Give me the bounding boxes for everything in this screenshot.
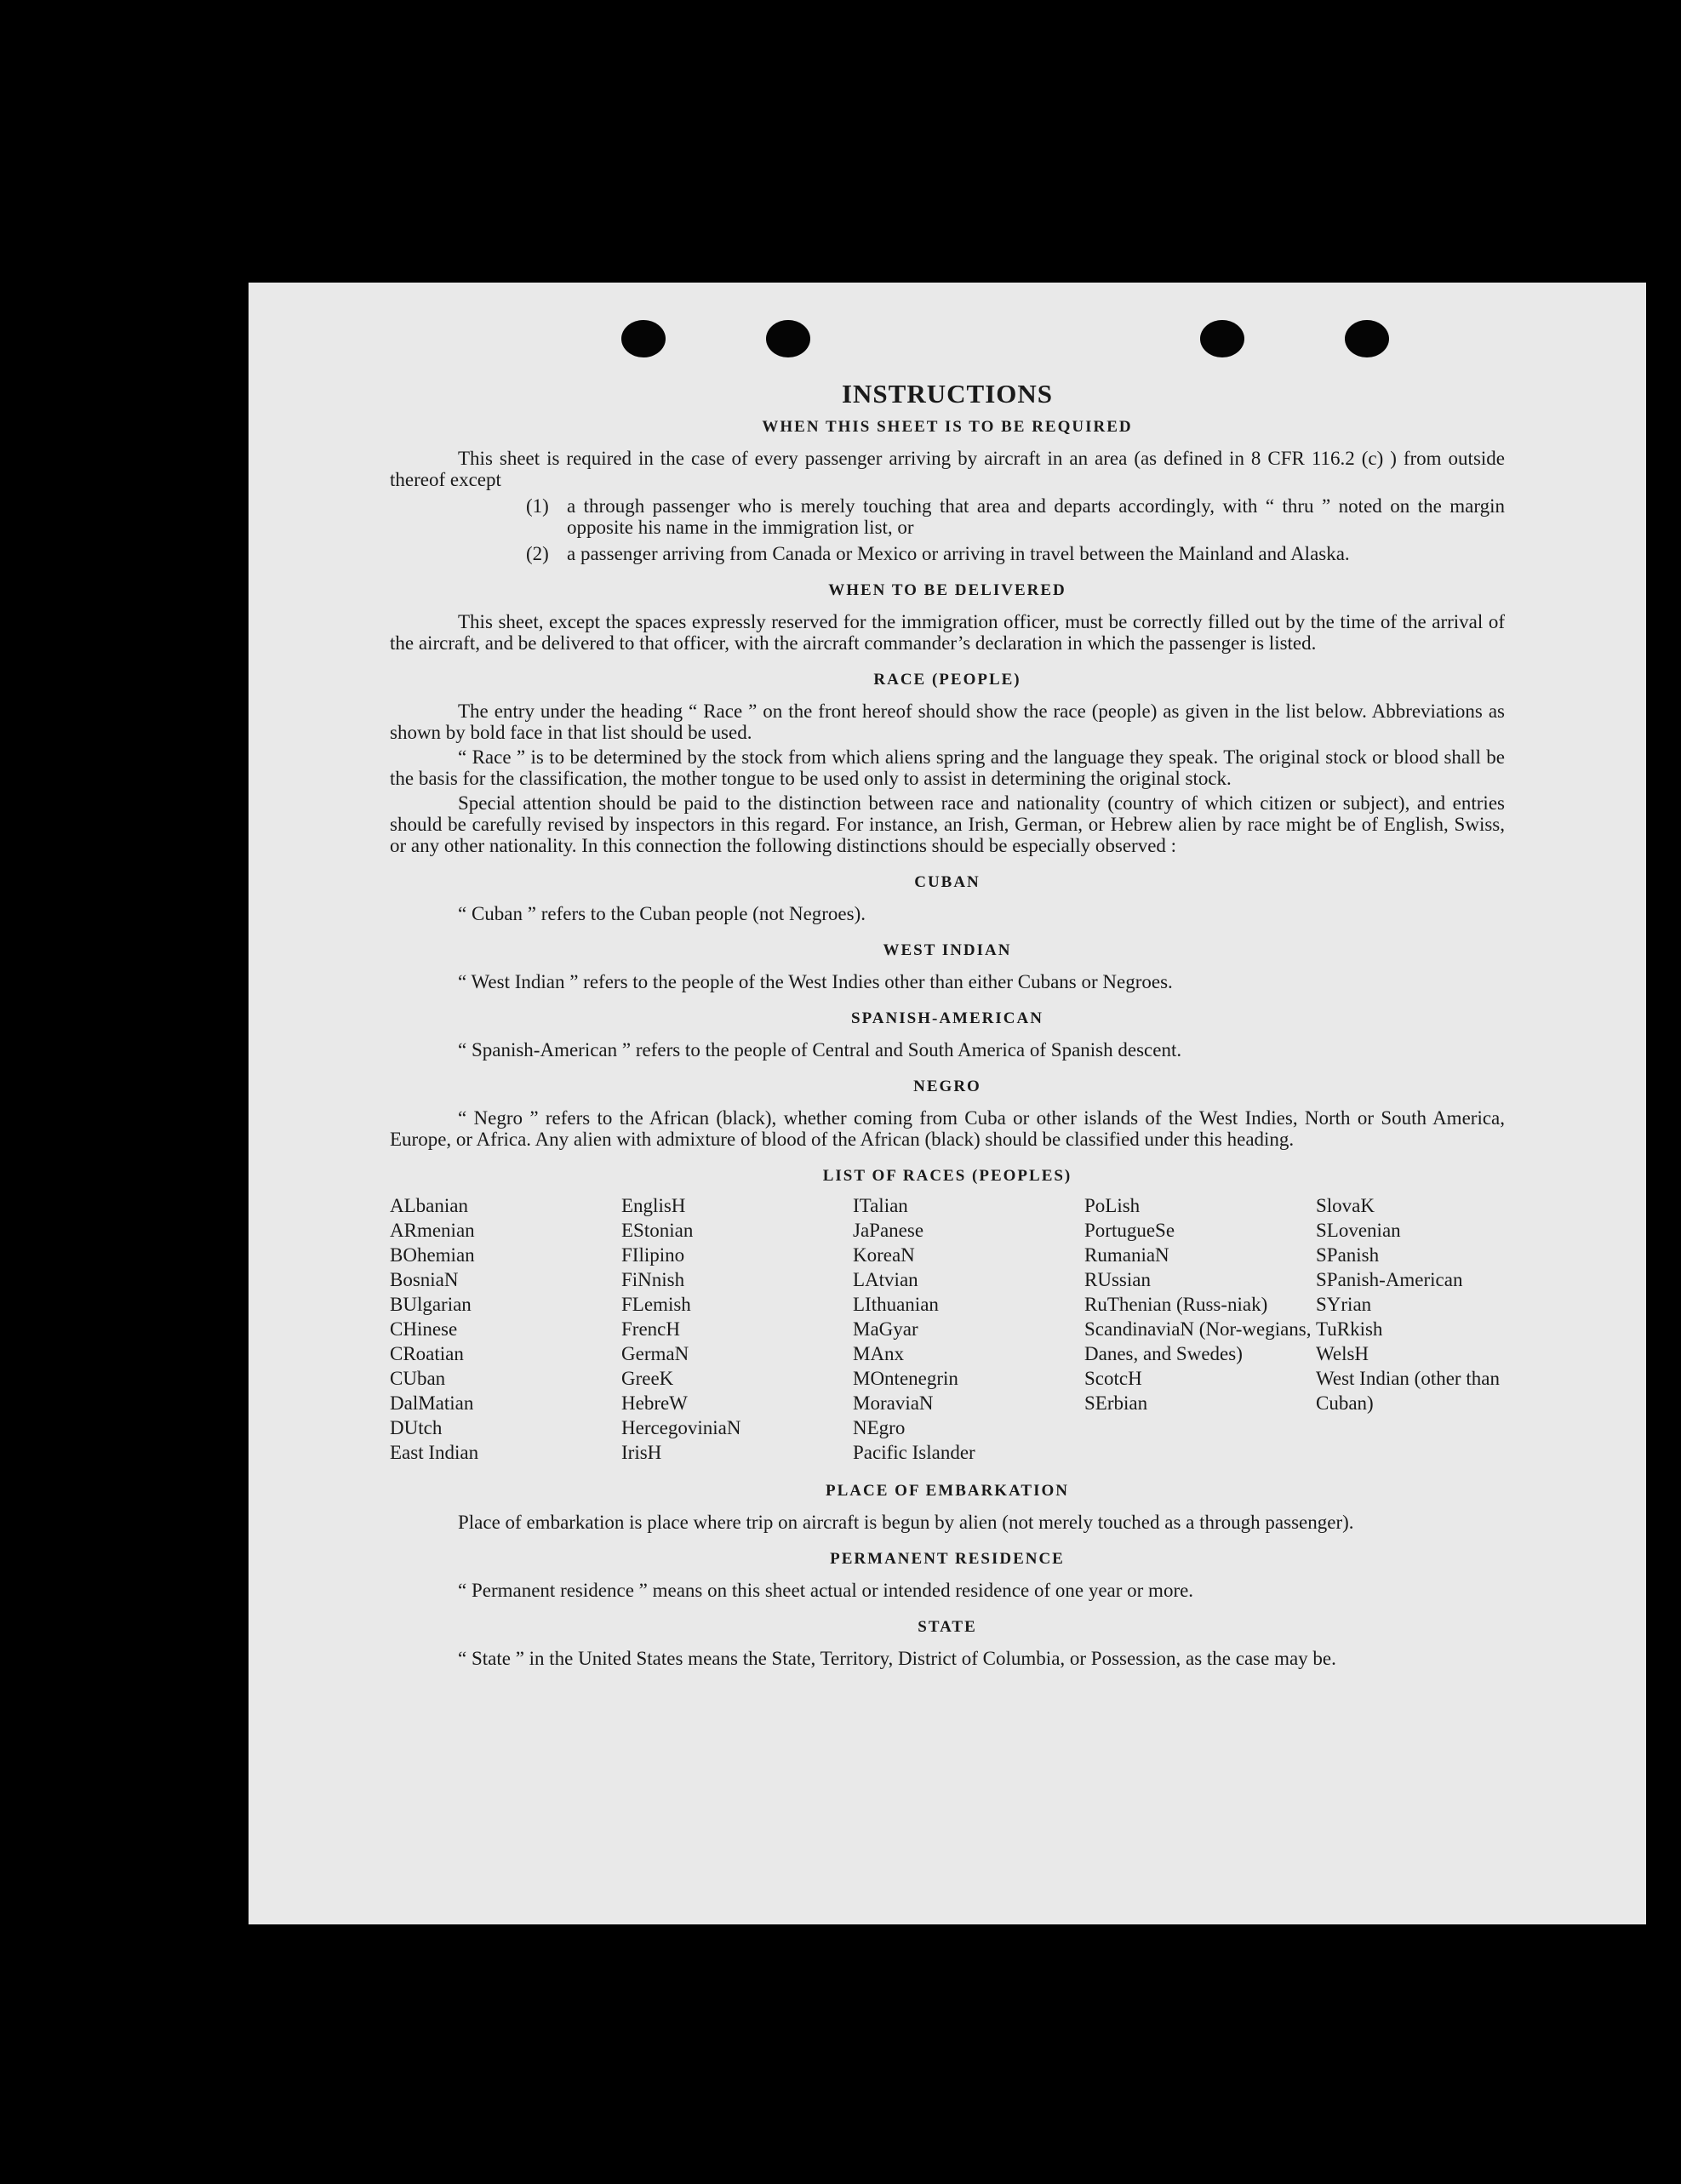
race-entry: ARmenian xyxy=(390,1220,475,1241)
race-entry: FiNnish xyxy=(621,1269,685,1290)
race-entry: NEgro xyxy=(853,1417,906,1438)
races-column xyxy=(1316,1193,1547,1465)
list-item xyxy=(526,495,1505,538)
race-entry: CUban xyxy=(390,1368,446,1389)
race-entry: LIthuanian xyxy=(853,1294,939,1315)
race-entry: BUlgarian xyxy=(390,1294,472,1315)
race-entry: DUtch xyxy=(390,1417,443,1438)
heading-when-required: WHEN THIS SHEET IS TO BE REQUIRED xyxy=(762,418,1133,436)
punch-hole xyxy=(621,320,666,357)
race-entry: BOhemian xyxy=(390,1244,475,1266)
required-intro: This sheet is required in the case of every passenger arriving by aircraft in an area (as defined in 8 CFR 116.2 (c) ) from outside thereof except xyxy=(390,448,1505,490)
heading-west-indian: WEST INDIAN xyxy=(883,941,1012,959)
race-entry: SPanish xyxy=(1316,1244,1380,1266)
cuban-text: “ Cuban ” refers to the Cuban people (not Negroes). xyxy=(458,903,866,924)
spanish-american-text: “ Spanish-American ” refers to the people of Central and South America of Spanish descent. xyxy=(458,1039,1182,1061)
races-column xyxy=(1084,1193,1316,1465)
item-number: (2) xyxy=(526,543,549,564)
heading-when-delivered: WHEN TO BE DELIVERED xyxy=(828,581,1066,599)
races-column xyxy=(853,1193,1084,1465)
race-paragraph-3: Special attention should be paid to the distinction between race and nationality (country of which citizen or subject), and entries should be carefully revised by inspectors in this regard. For instance, an Irish, German, or Hebrew alien by race might be of English, Swiss, or any other nationality. In this connection the following distinctions should be especially observed : xyxy=(390,792,1505,856)
punch-hole xyxy=(766,320,810,357)
race-paragraph-1: The entry under the heading “ Race ” on the front hereof should show the race (people) as given in the list below. Abbreviations as shown by bold face in that list should be used. xyxy=(390,700,1505,743)
races-table xyxy=(390,1193,1505,1465)
heading-permanent-residence: PERMANENT RESIDENCE xyxy=(830,1550,1065,1568)
race-entry: SlovaK xyxy=(1316,1195,1375,1216)
state-text: “ State ” in the United States means the State, Territory, District of Columbia, or Possession, as the case may be. xyxy=(458,1648,1336,1669)
embarkation-text: Place of embarkation is place where trip on aircraft is begun by alien (not merely touched as a through passenger). xyxy=(458,1512,1354,1533)
race-entry: Pacific Islander xyxy=(853,1442,975,1463)
race-entry: SPanish-American xyxy=(1316,1269,1463,1290)
race-entry: IrisH xyxy=(621,1442,662,1463)
item-text: a passenger arriving from Canada or Mexico or arriving in travel between the Mainland and Alaska. xyxy=(567,543,1350,564)
race-entry: MaGyar xyxy=(853,1318,918,1340)
race-entry: RuThenian (Russ-niak) xyxy=(1084,1294,1268,1315)
instructions-body xyxy=(390,379,1505,1669)
race-entry: ScandinaviaN (Nor-wegians, Danes, and Swedes) xyxy=(1084,1318,1312,1364)
race-entry: West Indian (other than Cuban) xyxy=(1316,1368,1500,1414)
page-title: INSTRUCTIONS xyxy=(841,379,1053,409)
west-indian-text: “ West Indian ” refers to the people of the West Indies other than either Cubans or Negroes. xyxy=(458,971,1173,992)
residence-text: “ Permanent residence ” means on this sheet actual or intended residence of one year or more. xyxy=(458,1580,1194,1601)
heading-list-of-races: LIST OF RACES (PEOPLES) xyxy=(822,1167,1072,1185)
race-paragraph-2: “ Race ” is to be determined by the stock from which aliens spring and the language they speak. The original stock or blood shall be the basis for the classification, the mother tongue to be used only to assist in determining the original stock. xyxy=(390,746,1505,789)
negro-text: “ Negro ” refers to the African (black), whether coming from Cuba or other islands of the West Indies, North or South America, Europe, or Africa. Any alien with admixture of blood of the African (black) should be classified under this heading. xyxy=(390,1107,1505,1150)
race-entry: CRoatian xyxy=(390,1343,464,1364)
race-entry: MoraviaN xyxy=(853,1392,934,1414)
item-number: (1) xyxy=(526,495,549,517)
heading-embarkation: PLACE OF EMBARKATION xyxy=(826,1482,1069,1500)
race-entry: BosniaN xyxy=(390,1269,459,1290)
race-entry: RumaniaN xyxy=(1084,1244,1169,1266)
race-entry: TuRkish xyxy=(1316,1318,1383,1340)
race-entry: EnglisH xyxy=(621,1195,686,1216)
race-entry: FLemish xyxy=(621,1294,691,1315)
race-entry: CHinese xyxy=(390,1318,458,1340)
race-entry: PortugueSe xyxy=(1084,1220,1175,1241)
race-entry: JaPanese xyxy=(853,1220,924,1241)
race-entry: PoLish xyxy=(1084,1195,1141,1216)
document-page xyxy=(249,283,1646,1924)
heading-race: RACE (PEOPLE) xyxy=(873,671,1021,689)
race-entry: DalMatian xyxy=(390,1392,474,1414)
race-entry: EStonian xyxy=(621,1220,694,1241)
races-column xyxy=(390,1193,621,1465)
race-entry: FIlipino xyxy=(621,1244,685,1266)
race-entry: East Indian xyxy=(390,1442,479,1463)
delivered-text: This sheet, except the spaces expressly reserved for the immigration officer, must be correctly filled out by the time of the arrival of the aircraft, and be delivered to that officer, with the aircraft commander’s declaration in which the passenger is listed. xyxy=(390,611,1505,654)
race-entry: SErbian xyxy=(1084,1392,1148,1414)
race-entry: SLovenian xyxy=(1316,1220,1401,1241)
heading-state: STATE xyxy=(918,1618,977,1636)
punch-hole xyxy=(1200,320,1244,357)
list-item xyxy=(526,543,1505,564)
race-entry: MAnx xyxy=(853,1343,905,1364)
race-entry: GermaN xyxy=(621,1343,689,1364)
race-entry: KoreaN xyxy=(853,1244,915,1266)
race-entry: GreeK xyxy=(621,1368,674,1389)
race-entry: LAtvian xyxy=(853,1269,918,1290)
race-entry: RUssian xyxy=(1084,1269,1151,1290)
heading-cuban: CUBAN xyxy=(914,873,981,891)
race-entry: MOntenegrin xyxy=(853,1368,958,1389)
race-entry: HercegoviniaN xyxy=(621,1417,741,1438)
race-entry: SYrian xyxy=(1316,1294,1372,1315)
race-entry: FrencH xyxy=(621,1318,680,1340)
race-entry: ALbanian xyxy=(390,1195,468,1216)
heading-spanish-american: SPANISH-AMERICAN xyxy=(851,1009,1043,1027)
heading-negro: NEGRO xyxy=(913,1078,981,1095)
item-text: a through passenger who is merely touching that area and departs accordingly, with “ thru ” noted on the margin opposite his name in the immigration list, or xyxy=(567,495,1505,538)
races-column xyxy=(621,1193,853,1465)
race-entry: ITalian xyxy=(853,1195,908,1216)
race-entry: HebreW xyxy=(621,1392,688,1414)
punch-hole xyxy=(1345,320,1389,357)
race-entry: ScotcH xyxy=(1084,1368,1142,1389)
race-entry: WelsH xyxy=(1316,1343,1369,1364)
